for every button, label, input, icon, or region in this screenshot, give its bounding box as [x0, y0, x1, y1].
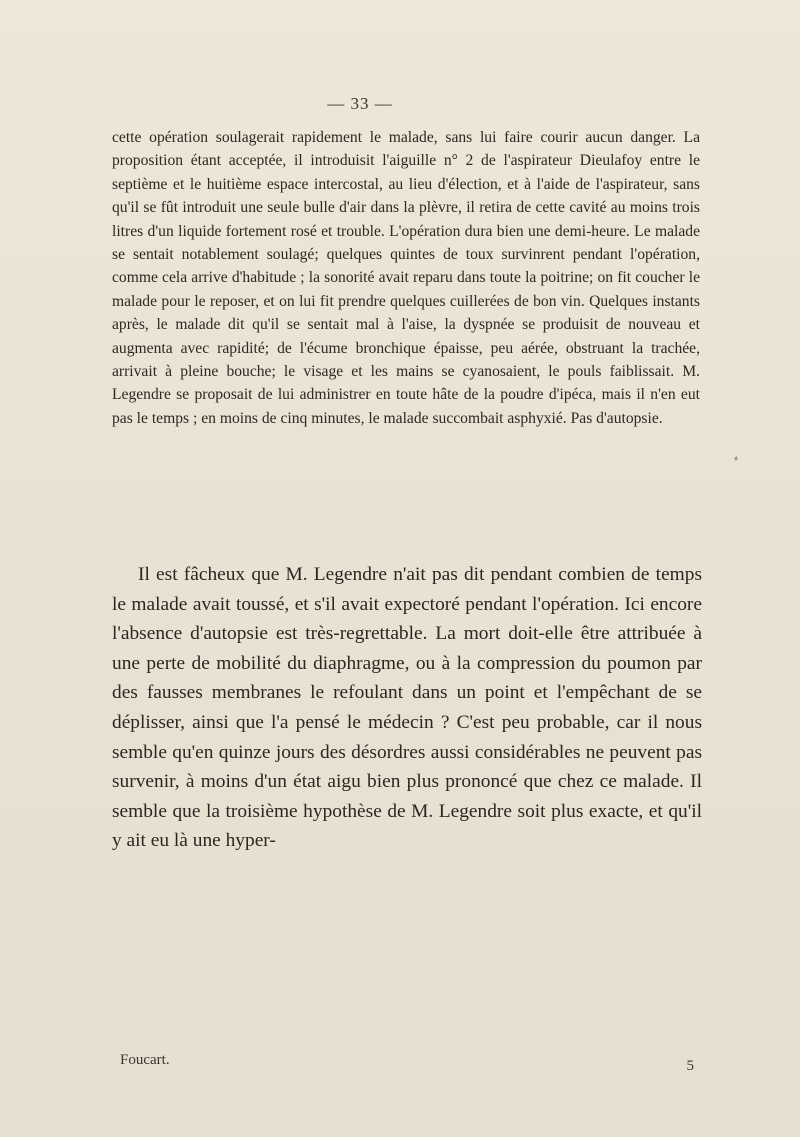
margin-mark: ⸗: [732, 452, 740, 465]
paragraph-2: Il est fâcheux que M. Legendre n'ait pas dit pendant combien de temps le malade avait toussé, et s'il avait expectoré pendant l'opération. Ici encore l'absence d'autopsie est très-regrettable. La mort doit-elle être attribuée à une perte de mobilité du diaphragme, ou à la compression du poumon par des fausses membranes le refoulant dans un point et l'empêchant de se déplisser, ainsi que l'a pensé le médecin ? C'est peu probable, car il nous semble qu'en quinze jours des désordres aussi considérables ne peuvent pas survenir, à moins d'un état aigu bien plus prononcé que chez ce malade. Il semble que la troisième hypothèse de M. Legendre soit plus exacte, et qu'il y ait eu là une hyper-: [112, 564, 702, 852]
footer-author: Foucart.: [120, 1052, 170, 1068]
body-text-small: [112, 126, 700, 430]
footer-signature-mark: 5: [686, 1058, 694, 1074]
paragraph-1: cette opération soulagerait rapidement le malade, sans lui faire courir aucun danger. La proposition étant acceptée, il introduisit l'aiguille n° 2 de l'aspirateur Dieulafoy entre le septième et le huitième espace intercostal, au lieu d'élection, et à l'aide de l'aspirateur, sans qu'il se fût introduit une seule bulle d'air dans la plèvre, il retira de cette cavité au moins trois litres d'un liquide fortement rosé et trouble. L'opération dura bien une demi-heure. Le malade se sentait notablement soulagé; quelques quintes de toux survinrent pendant l'opération, comme cela arrive d'habitude ; la sonorité avait reparu dans toute la poitrine; on fit coucher le malade pour le reposer, et on lui fit prendre quelques cuillerées de bon vin. Quelques instants après, le malade dit qu'il se sentait mal à l'aise, la dyspnée se produisit de nouveau et augmenta avec rapidité; de l'écume bronchique épaisse, peu aérée, obstruant la trachée, arrivait à pleine bouche; le visage et les mains se cyanosaient, le pouls faiblissait. M. Legendre se proposait de lui administrer en toute hâte de la poudre d'ipéca, mais il n'en eut pas le temps ; en moins de cinq minutes, le malade succombait asphyxié. Pas d'autopsie.: [112, 129, 700, 427]
page-number: — 33 —: [327, 94, 393, 113]
body-text-large: [112, 560, 702, 856]
